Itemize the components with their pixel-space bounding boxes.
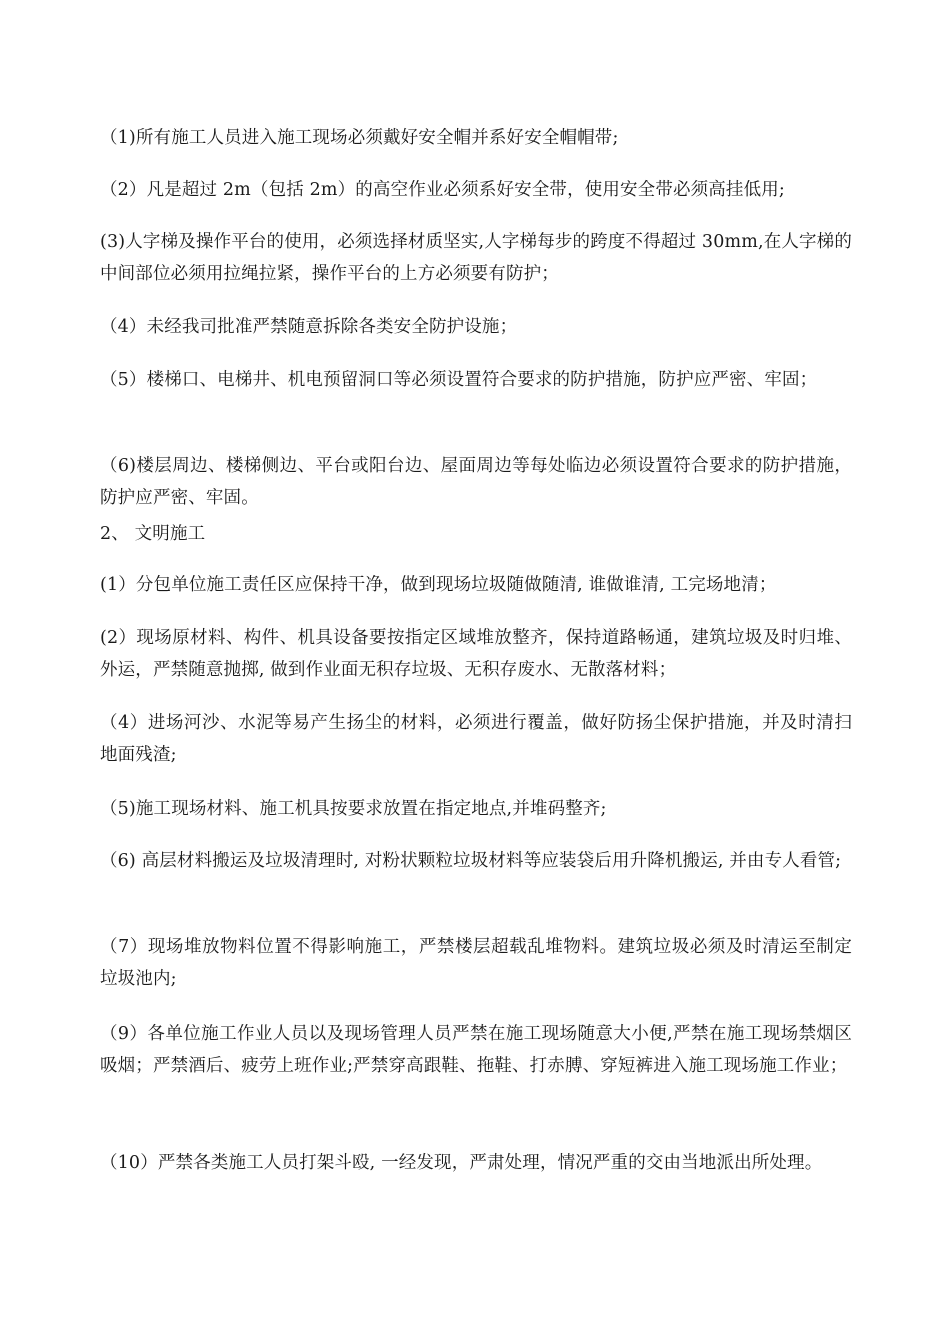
paragraph-site-cleanliness: (1）分包单位施工责任区应保持干净，做到现场垃圾随做随清, 谁做谁清, 工完场地清； xyxy=(100,575,777,595)
paragraph-material-placement: （5)施工现场材料、施工机具按要求放置在指定地点,并堆码整齐; xyxy=(100,799,607,819)
paragraph-worker-conduct: （9）各单位施工作业人员以及现场管理人员严禁在施工现场随意大小便,严禁在施工现场禁烟区吸烟；严禁酒后、疲劳上班作业;严禁穿高跟鞋、拖鞋、打赤膊、穿短裤进入施工现场施工作业； xyxy=(100,1024,852,1076)
section-heading-civilized-construction: 2、 文明施工 xyxy=(100,524,206,544)
paragraph-safety-belt: （2）凡是超过 2m（包括 2m）的高空作业必须系好安全带，使用安全带必须高挂低用; xyxy=(100,180,785,200)
paragraph-material-stacking: (2）现场原材料、构件、机具设备要按指定区域堆放整齐，保持道路畅通，建筑垃圾及时归堆、外运，严禁随意抛掷, 做到作业面无积存垃圾、无积存废水、无散落材料； xyxy=(100,628,852,680)
paragraph-material-stockpile: （7）现场堆放物料位置不得影响施工，严禁楼层超载乱堆物料。建筑垃圾必须及时清运至制定垃圾池内; xyxy=(100,937,852,989)
paragraph-fighting-prohibited: （10）严禁各类施工人员打架斗殴, 一经发现，严肃处理，情况严重的交由当地派出所处理。 xyxy=(100,1153,823,1173)
paragraph-safety-helmet: （1)所有施工人员进入施工现场必须戴好安全帽并系好安全帽帽带; xyxy=(100,128,619,148)
paragraph-dust-control: （4）进场河沙、水泥等易产生扬尘的材料，必须进行覆盖，做好防扬尘保护措施，并及时清扫地面残渣; xyxy=(100,713,852,765)
paragraph-ladder-platform: (3)人字梯及操作平台的使用，必须选择材质坚实,人字梯每步的跨度不得超过 30mm,在人字梯的中间部位必须用拉绳拉紧，操作平台的上方必须要有防护； xyxy=(100,232,852,284)
paragraph-protection-facilities: （4）未经我司批准严禁随意拆除各类安全防护设施； xyxy=(100,317,518,337)
paragraph-edge-protection: （6)楼层周边、楼梯侧边、平台或阳台边、屋面周边等每处临边必须设置符合要求的防护措施，防护应严密、牢固。 xyxy=(100,456,852,508)
paragraph-openings-protection: （5）楼梯口、电梯井、机电预留洞口等必须设置符合要求的防护措施，防护应严密、牢固； xyxy=(100,370,818,390)
paragraph-waste-transport: （6) 高层材料搬运及垃圾清理时, 对粉状颗粒垃圾材料等应装袋后用升降机搬运, 并由专人看管; xyxy=(100,851,842,871)
